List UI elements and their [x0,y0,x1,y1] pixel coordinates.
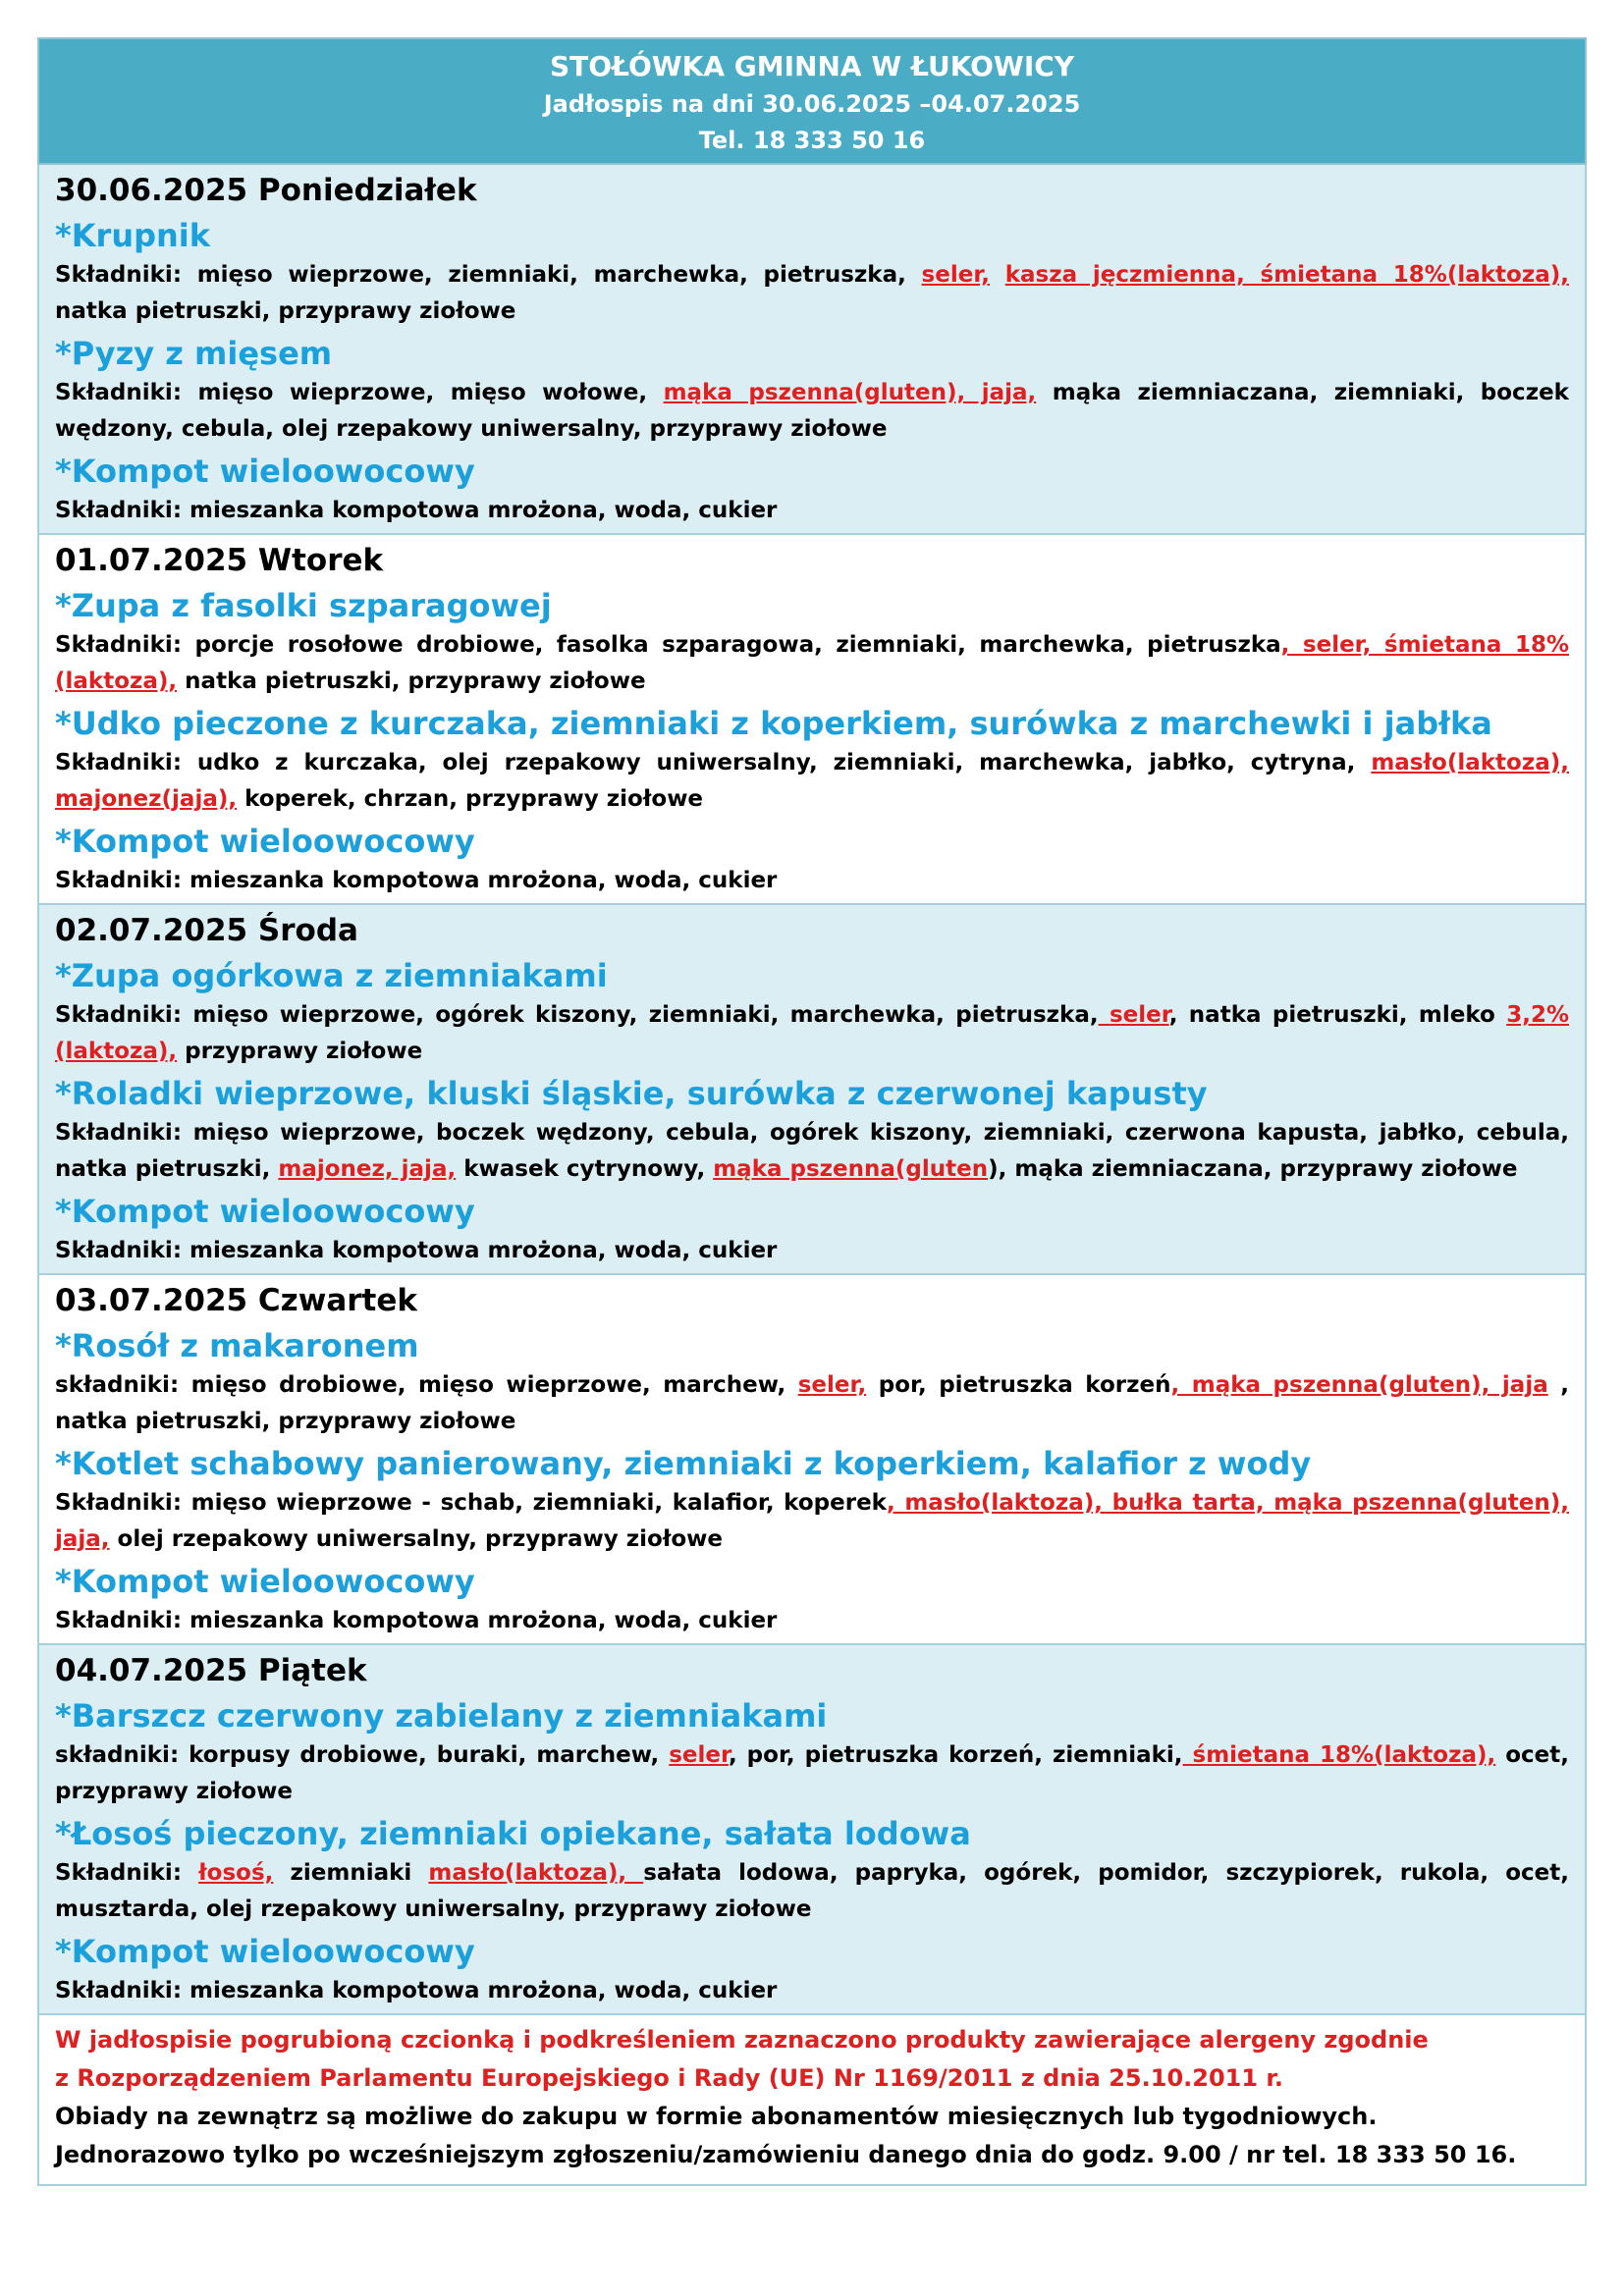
allergen-text: seler [669,1742,729,1768]
allergen-note-line-2: z Rozporządzeniem Parlamentu Europejskiego i Rady (UE) Nr 1169/2011 z dnia 25.10.2011 r. [55,2064,1283,2092]
dish-ingredients [55,1233,1569,1269]
ingredient-text: Składniki: mięso wieprzowe, boczek wędzony, cebula, ogórek kiszony, ziemniaki, czerwona kapusta, jabłko, cebula, natka pietruszki, [55,1120,1569,1182]
ingredient-text: ocet, przyprawy ziołowe [55,1742,1569,1804]
dish-ingredients [55,1485,1569,1558]
ingredient-text: natka pietruszki, przyprawy ziołowe [55,298,516,324]
dish-name: *Kompot wieloowocowy [55,1933,475,1970]
ingredient-text: olej rzepakowy uniwersalny, przyprawy ziołowe [109,1526,724,1552]
ingredient-text: Składniki: mieszanka kompotowa mrożona, woda, cukier [55,868,778,893]
menu-document [37,37,1587,2186]
ingredient-text: por, pietruszka korzeń [866,1372,1171,1398]
menu-date-range: Jadłospis na dni 30.06.2025 –04.07.2025 [543,90,1081,118]
allergen-text: masło(laktoza), majonez(jaja), [55,750,1569,812]
takeaway-info-line-1: Obiady na zewnątrz są możliwe do zakupu w formie abonamentów miesięcznych lub tygodniowych. [55,2103,1378,2130]
ingredient-text: Składniki: porcje rosołowe drobiowe, fasolka szparagowa, ziemniaki, marchewka, pietruszka [55,632,1281,658]
ingredient-text: sałata lodowa, papryka, ogórek, pomidor, szczypiorek, rukola, ocet, musztarda, olej rzepakowy uniwersalny, przyprawy ziołowe [55,1860,1569,1922]
dish-name: *Zupa ogórkowa z ziemniakami [55,957,608,994]
ingredient-text: Składniki: mięso wieprzowe - schab, ziemniaki, kalafior, koperek [55,1490,887,1516]
dish-ingredients [55,1737,1569,1810]
ingredient-text: składniki: korpusy drobiowe, buraki, marchew, [55,1742,670,1768]
dish-ingredients [55,1855,1569,1928]
ingredient-text: ziemniaki [273,1860,429,1886]
dish-name: *Łosoś pieczony, ziemniaki opiekane, sałata lodowa [55,1815,971,1852]
allergen-text: majonez, jaja, [278,1156,457,1182]
menu-days [37,165,1587,2015]
allergen-text: seler [1098,1002,1169,1028]
day-title: 30.06.2025 Poniedziałek [55,173,477,208]
allergen-text: mąka pszenna(gluten [713,1156,989,1182]
day-title: 02.07.2025 Środa [55,913,358,948]
menu-header [37,37,1587,165]
ingredient-text: składniki: mięso drobiowe, mięso wieprzowe, marchew, [55,1372,798,1398]
dish-ingredients [55,1603,1569,1639]
dish-name: *Kompot wieloowocowy [55,453,475,490]
ingredient-text: mąka ziemniaczana, ziemniaki, boczek wędzony, cebula, olej rzepakowy uniwersalny, przyprawy ziołowe [55,380,1569,442]
day-section [37,905,1587,1275]
dish-ingredients [55,1367,1569,1440]
day-section [37,1645,1587,2015]
allergen-note [37,2015,1587,2186]
ingredient-text: Składniki: mieszanka kompotowa mrożona, woda, cukier [55,1238,778,1263]
ingredient-text: kwasek cytrynowy, [456,1156,714,1182]
ingredient-text: Składniki: mieszanka kompotowa mrożona, woda, cukier [55,1978,778,2003]
allergen-text: kasza jęczmienna, śmietana 18%(laktoza), [1004,262,1569,288]
allergen-text: , seler, śmietana 18%(laktoza), [55,632,1569,694]
allergen-text: masło(laktoza), [428,1860,644,1886]
allergen-text: , masło(laktoza), bułka tarta, mąka pszenna(gluten), jaja, [55,1490,1569,1552]
dish-name: *Zupa z fasolki szparagowej [55,587,552,624]
ingredient-text [990,262,1005,288]
dish-ingredients [55,863,1569,899]
dish-name: *Kompot wieloowocowy [55,1563,475,1600]
ingredient-text: Składniki: udko z kurczaka, olej rzepakowy uniwersalny, ziemniaki, marchewka, jabłko, cytryna, [55,750,1372,775]
ingredient-text: Składniki: [55,1860,199,1886]
allergen-note-line-1: W jadłospisie pogrubioną czcionką i podkreśleniem zaznaczono produkty zawierające alergeny zgodnie [55,2026,1429,2054]
dish-ingredients [55,493,1569,529]
allergen-text: łosoś, [198,1860,274,1886]
day-title: 03.07.2025 Czwartek [55,1283,418,1318]
canteen-phone: Tel. 18 333 50 16 [698,127,926,154]
ingredient-text: , natka pietruszki, przyprawy ziołowe [55,1372,1569,1434]
ingredient-text: natka pietruszki, przyprawy ziołowe [177,668,646,694]
dish-ingredients [55,375,1569,448]
day-title: 04.07.2025 Piątek [55,1653,367,1688]
ingredient-text: Składniki: mieszanka kompotowa mrożona, woda, cukier [55,1608,778,1633]
allergen-text: seler, [797,1372,867,1398]
dish-ingredients [55,1973,1569,2009]
allergen-text: mąka pszenna(gluten), jaja, [663,380,1037,405]
ingredient-text: , por, pietruszka korzeń, ziemniaki, [728,1742,1183,1768]
dish-ingredients [55,257,1569,330]
dish-name: *Kompot wieloowocowy [55,1193,475,1230]
dish-name: *Udko pieczone z kurczaka, ziemniaki z koperkiem, surówka z marchewki i jabłka [55,705,1492,742]
dish-name: *Barszcz czerwony zabielany z ziemniakami [55,1697,828,1735]
dish-ingredients [55,627,1569,700]
dish-name: *Krupnik [55,217,211,254]
day-section [37,165,1587,535]
allergen-text: seler, [921,262,991,288]
allergen-text: , mąka pszenna(gluten), jaja [1170,1372,1548,1398]
dish-name: *Pyzy z mięsem [55,335,333,372]
day-title: 01.07.2025 Wtorek [55,543,384,578]
ingredient-text: przyprawy ziołowe [177,1039,423,1064]
ingredient-text: Składniki: mieszanka kompotowa mrożona, woda, cukier [55,498,778,523]
allergen-text: śmietana 18%(laktoza), [1182,1742,1496,1768]
ingredient-text: Składniki: mięso wieprzowe, mięso wołowe, [55,380,664,405]
day-section [37,1275,1587,1645]
dish-name: *Roladki wieprzowe, kluski śląskie, surówka z czerwonej kapusty [55,1075,1208,1112]
dish-ingredients [55,1115,1569,1188]
dish-ingredients [55,745,1569,818]
allergen-text: 3,2%(laktoza), [55,1002,1569,1064]
dish-name: *Rosół z makaronem [55,1327,419,1364]
ingredient-text: , natka pietruszki, mleko [1168,1002,1507,1028]
dish-name: *Kotlet schabowy panierowany, ziemniaki z koperkiem, kalafior z wody [55,1445,1312,1482]
takeaway-info-line-2: Jednorazowo tylko po wcześniejszym zgłoszeniu/zamówieniu danego dnia do godz. 9.00 / nr tel. 18 333 50 16. [55,2141,1517,2168]
dish-ingredients [55,997,1569,1070]
ingredient-text: ), mąka ziemniaczana, przyprawy ziołowe [988,1156,1518,1182]
ingredient-text: Składniki: mięso wieprzowe, ziemniaki, marchewka, pietruszka, [55,262,922,288]
dish-name: *Kompot wieloowocowy [55,823,475,860]
ingredient-text: Składniki: mięso wieprzowe, ogórek kiszony, ziemniaki, marchewka, pietruszka, [55,1002,1099,1028]
canteen-title: STOŁÓWKA GMINNA W ŁUKOWICY [549,50,1075,82]
ingredient-text: koperek, chrzan, przyprawy ziołowe [237,786,704,812]
day-section [37,535,1587,905]
